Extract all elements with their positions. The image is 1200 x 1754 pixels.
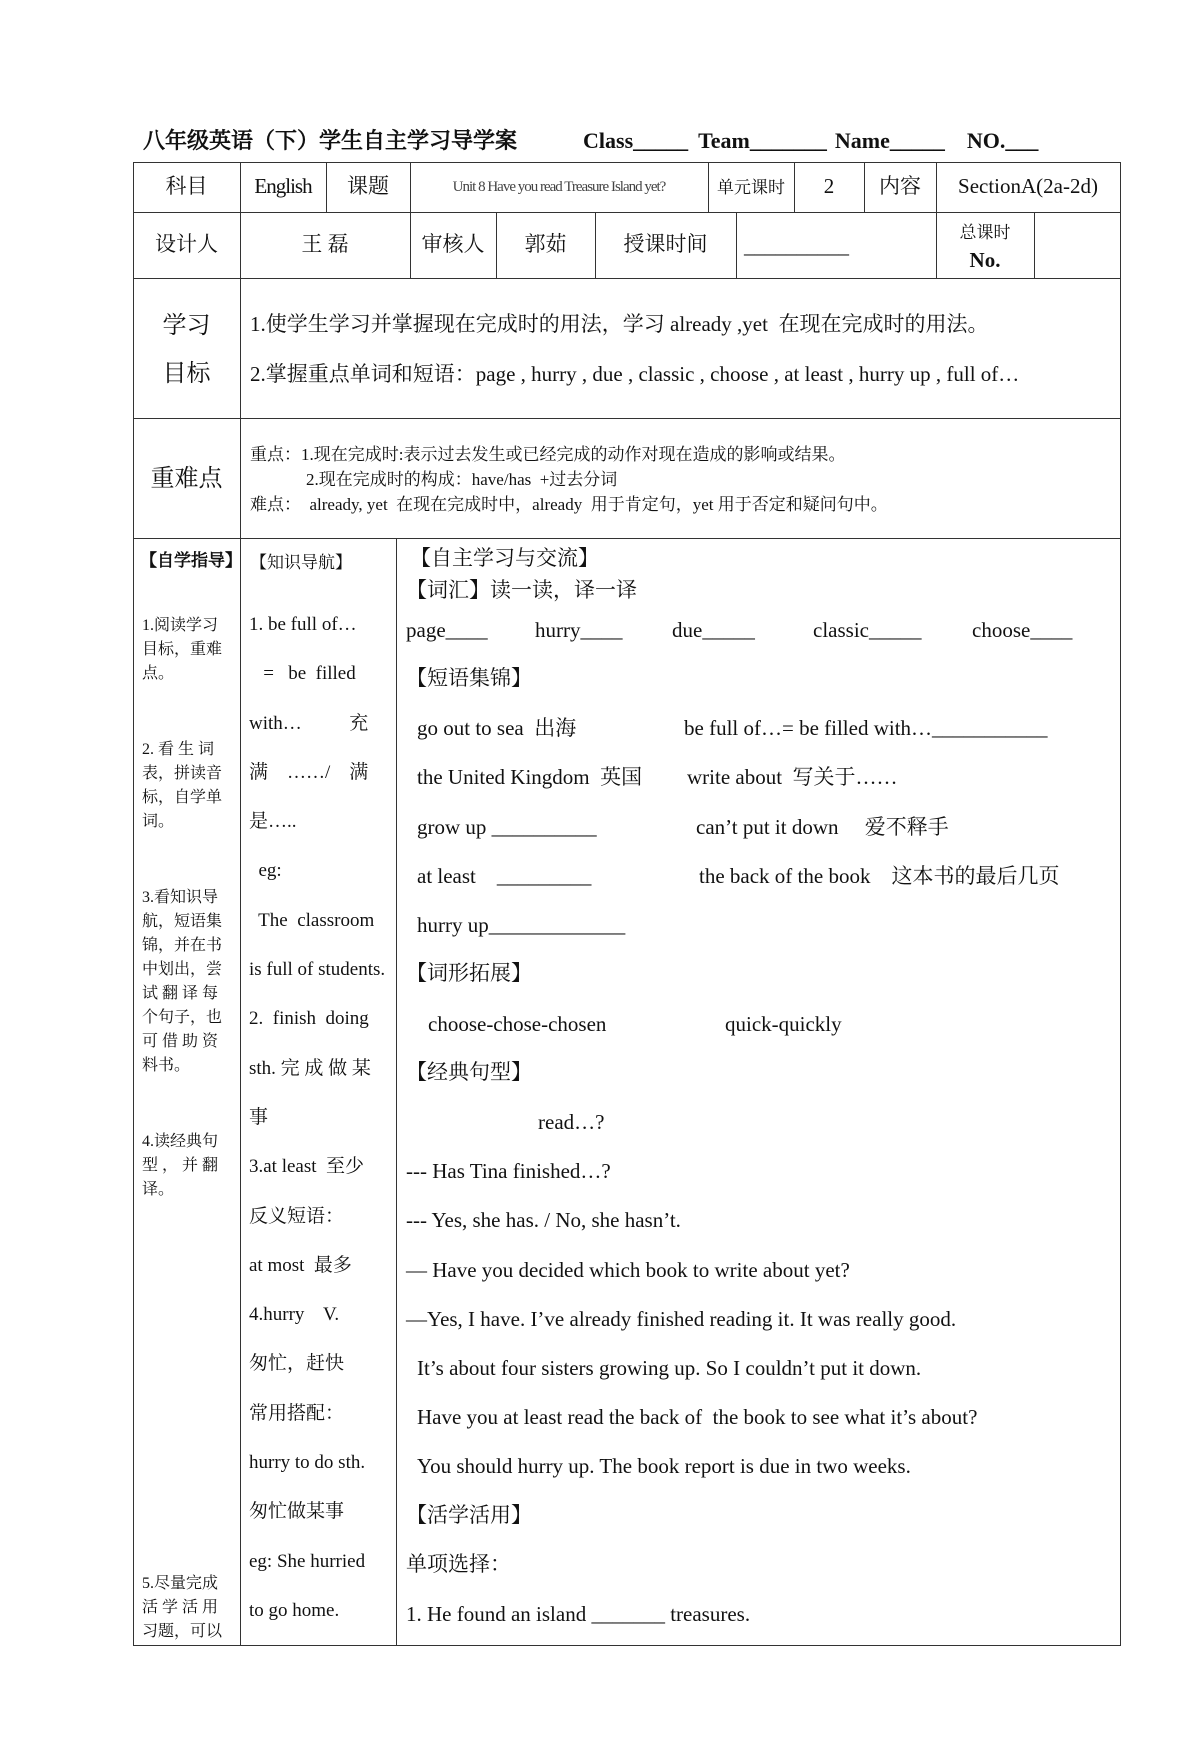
vocab-item: hurry____ — [535, 618, 623, 642]
knowledge-line: eg: She hurried — [249, 1550, 366, 1572]
knowledge-line: 事 — [249, 1106, 269, 1128]
vocab-item: page____ — [406, 618, 488, 642]
guide-text: 航，短语集 — [142, 913, 223, 930]
guide-text: 锦，并在书 — [142, 937, 223, 954]
phrase-left: grow up __________ — [417, 815, 597, 839]
topic-value: Unit 8 Have you read Treasure Island yet? — [452, 179, 666, 195]
knowledge-line: hurry to do sth. — [249, 1452, 366, 1474]
knowledge-line: sth. 完 成 做 某 — [249, 1057, 371, 1079]
knowledge-line: 2. finish doing — [249, 1008, 369, 1030]
goal-line-2: 2.掌握重点单词和短语：page , hurry , due , classic , choose , at least , hurry up , full of… — [250, 362, 1020, 386]
goals-label-1: 学习 — [162, 313, 211, 339]
knowledge-line: 常用搭配： — [249, 1402, 345, 1424]
designer-label: 设计人 — [155, 232, 218, 256]
guide-text: 表，拼读音 — [142, 765, 223, 782]
sentence-line: It’s about four sisters growing up. So I couldn’t put it down. — [417, 1356, 922, 1380]
vocab-item: due_____ — [672, 618, 755, 642]
difficulty-line: 难点： already, yet 在现在完成时中，already 用于肯定句，yet 用于否定和疑问句中。 — [250, 495, 888, 514]
wordform-item: quick-quickly — [725, 1012, 842, 1036]
no-field: NO.___ — [966, 128, 1039, 153]
knowledge-line: 匆忙做某事 — [249, 1501, 345, 1523]
knowledge-line: 匆忙，赶快 — [249, 1353, 345, 1375]
keypoints-label: 重难点 — [150, 466, 223, 492]
guide-text: 4.读经典句 — [142, 1133, 219, 1150]
knowledge-line: = be filled — [249, 663, 356, 685]
sentence-line: --- Yes, she has. / No, she hasn’t. — [406, 1208, 681, 1232]
vocab-item: choose____ — [972, 618, 1073, 642]
phrase-right: can’t put it down 爱不释手 — [696, 815, 949, 839]
guide-text: 试 翻 译 每 — [142, 985, 219, 1002]
knowledge-line: with… 充 — [249, 712, 369, 734]
phrase-right: write about 写关于…… — [687, 765, 898, 789]
phrase-left: go out to sea 出海 — [417, 716, 577, 740]
content-label: 内容 — [879, 174, 921, 198]
sentence-line: read…? — [538, 1110, 605, 1134]
knowledge-line: 反义短语： — [249, 1205, 345, 1227]
guide-item-4 — [142, 1130, 238, 1202]
guide-text: 点。 — [142, 665, 175, 682]
phrase-left: at least _________ — [417, 864, 592, 888]
designer-value: 王 磊 — [301, 232, 349, 256]
guide-text: 活 学 活 用 — [142, 1599, 219, 1616]
knowledge-line: 满 ……/ 满 — [249, 761, 369, 783]
sentence-line: --- Has Tina finished…? — [406, 1159, 611, 1183]
subject-value: English — [254, 174, 312, 198]
guide-item-2 — [142, 738, 238, 834]
knowledge-line: 是….. — [249, 811, 297, 833]
question-1: 1. He found an island _______ treasures. — [406, 1602, 751, 1626]
guide-text: 料书。 — [142, 1057, 191, 1074]
reviewer-value: 郭茹 — [524, 232, 567, 256]
knowledge-line: The classroom — [249, 909, 375, 931]
guide-item-3 — [142, 886, 238, 1078]
wordform-item: choose-chose-chosen — [428, 1012, 607, 1036]
knowledge-line: to go home. — [249, 1599, 340, 1621]
keypoint-line-1: 重点：1.现在完成时:表示过去发生或已经完成的动作对现在造成的影响或结果。 — [250, 445, 846, 464]
guide-text: 可 借 助 资 — [142, 1033, 219, 1050]
knowledge-line: 1. be full of… — [249, 614, 357, 635]
sentence-line: — Have you decided which book to write about yet? — [406, 1258, 850, 1282]
unit-hours-value: 2 — [823, 174, 835, 198]
total-hours-no: No. — [969, 248, 1001, 272]
knowledge-line: is full of students. — [249, 959, 386, 981]
main-heading: 【自主学习与交流】 — [410, 546, 599, 570]
sentence-line: Have you at least read the back of the book to see what it’s about? — [417, 1405, 978, 1429]
goals-label-2: 目标 — [162, 361, 211, 387]
vocab-item: classic_____ — [813, 618, 922, 642]
time-label: 授课时间 — [623, 232, 708, 256]
knowledge-line: at most 最多 — [249, 1254, 352, 1276]
knowledge-list — [249, 600, 395, 1635]
guide-text: 词。 — [142, 813, 175, 830]
guide-text: 5.尽量完成 — [142, 1575, 219, 1592]
subject-label: 科目 — [165, 174, 208, 198]
time-blank: __________ — [744, 234, 849, 258]
guide-text: 习题，可以 — [142, 1623, 223, 1640]
practice-heading: 【活学活用】 — [406, 1503, 532, 1527]
phrases-heading: 【短语集锦】 — [406, 666, 532, 690]
total-hours-label: 总课时 — [959, 223, 1011, 242]
sentence-line: —Yes, I have. I’ve already finished reading it. It was really good. — [406, 1307, 957, 1331]
team-field: Team_______ — [698, 128, 827, 153]
knowledge-line: eg: — [249, 860, 282, 882]
doc-title: 八年级英语（下）学生自主学习导学案 — [143, 128, 518, 153]
guide-item-1 — [142, 614, 238, 686]
page-header — [143, 124, 1038, 155]
guide-text: 个句子，也 — [142, 1009, 223, 1026]
goal-line-1: 1.使学生学习并掌握现在完成时的用法，学习 already ,yet 在现在完成时的用法。 — [250, 312, 989, 336]
knowledge-line: 4.hurry V. — [249, 1304, 340, 1326]
reviewer-label: 审核人 — [421, 232, 485, 256]
guide-heading: 【自学指导】 — [140, 551, 242, 570]
practice-subheading: 单项选择： — [406, 1552, 511, 1576]
phrase-right: the back of the book 这本书的最后几页 — [699, 864, 1060, 888]
keypoint-line-2: 2.现在完成时的构成：have/has +过去分词 — [306, 470, 618, 489]
content-value: SectionA(2a-2d) — [958, 174, 1098, 198]
knowledge-line: 3.at least 至少 — [249, 1156, 365, 1178]
phrase-left: the United Kingdom 英国 — [417, 765, 643, 789]
sentence-line: You should hurry up. The book report is due in two weeks. — [417, 1454, 911, 1478]
guide-text: 型 ， 并 翻 — [142, 1157, 219, 1174]
guide-text: 1.阅读学习 — [142, 617, 219, 634]
vocab-heading: 【词汇】读一读，译一译 — [406, 578, 637, 602]
knowledge-heading: 【知识导航】 — [250, 553, 352, 572]
guide-text: 译。 — [142, 1181, 175, 1198]
guide-item-5 — [142, 1572, 238, 1644]
name-field: Name_____ — [834, 128, 945, 153]
unit-hours-label: 单元课时 — [717, 178, 785, 197]
sentences-heading: 【经典句型】 — [406, 1060, 532, 1084]
guide-text: 中划出，尝 — [142, 961, 223, 978]
wordform-heading: 【词形拓展】 — [406, 961, 532, 985]
guide-text: 标，自学单 — [142, 789, 223, 806]
phrase-left: hurry up_____________ — [417, 913, 626, 937]
phrase-right: be full of…= be filled with…___________ — [684, 716, 1048, 740]
guide-text: 目标，重难 — [142, 641, 223, 658]
guide-text: 3.看知识导 — [142, 889, 219, 906]
topic-label: 课题 — [347, 174, 389, 198]
guide-text: 2. 看 生 词 — [142, 741, 215, 758]
class-field: Class_____ — [583, 128, 689, 153]
